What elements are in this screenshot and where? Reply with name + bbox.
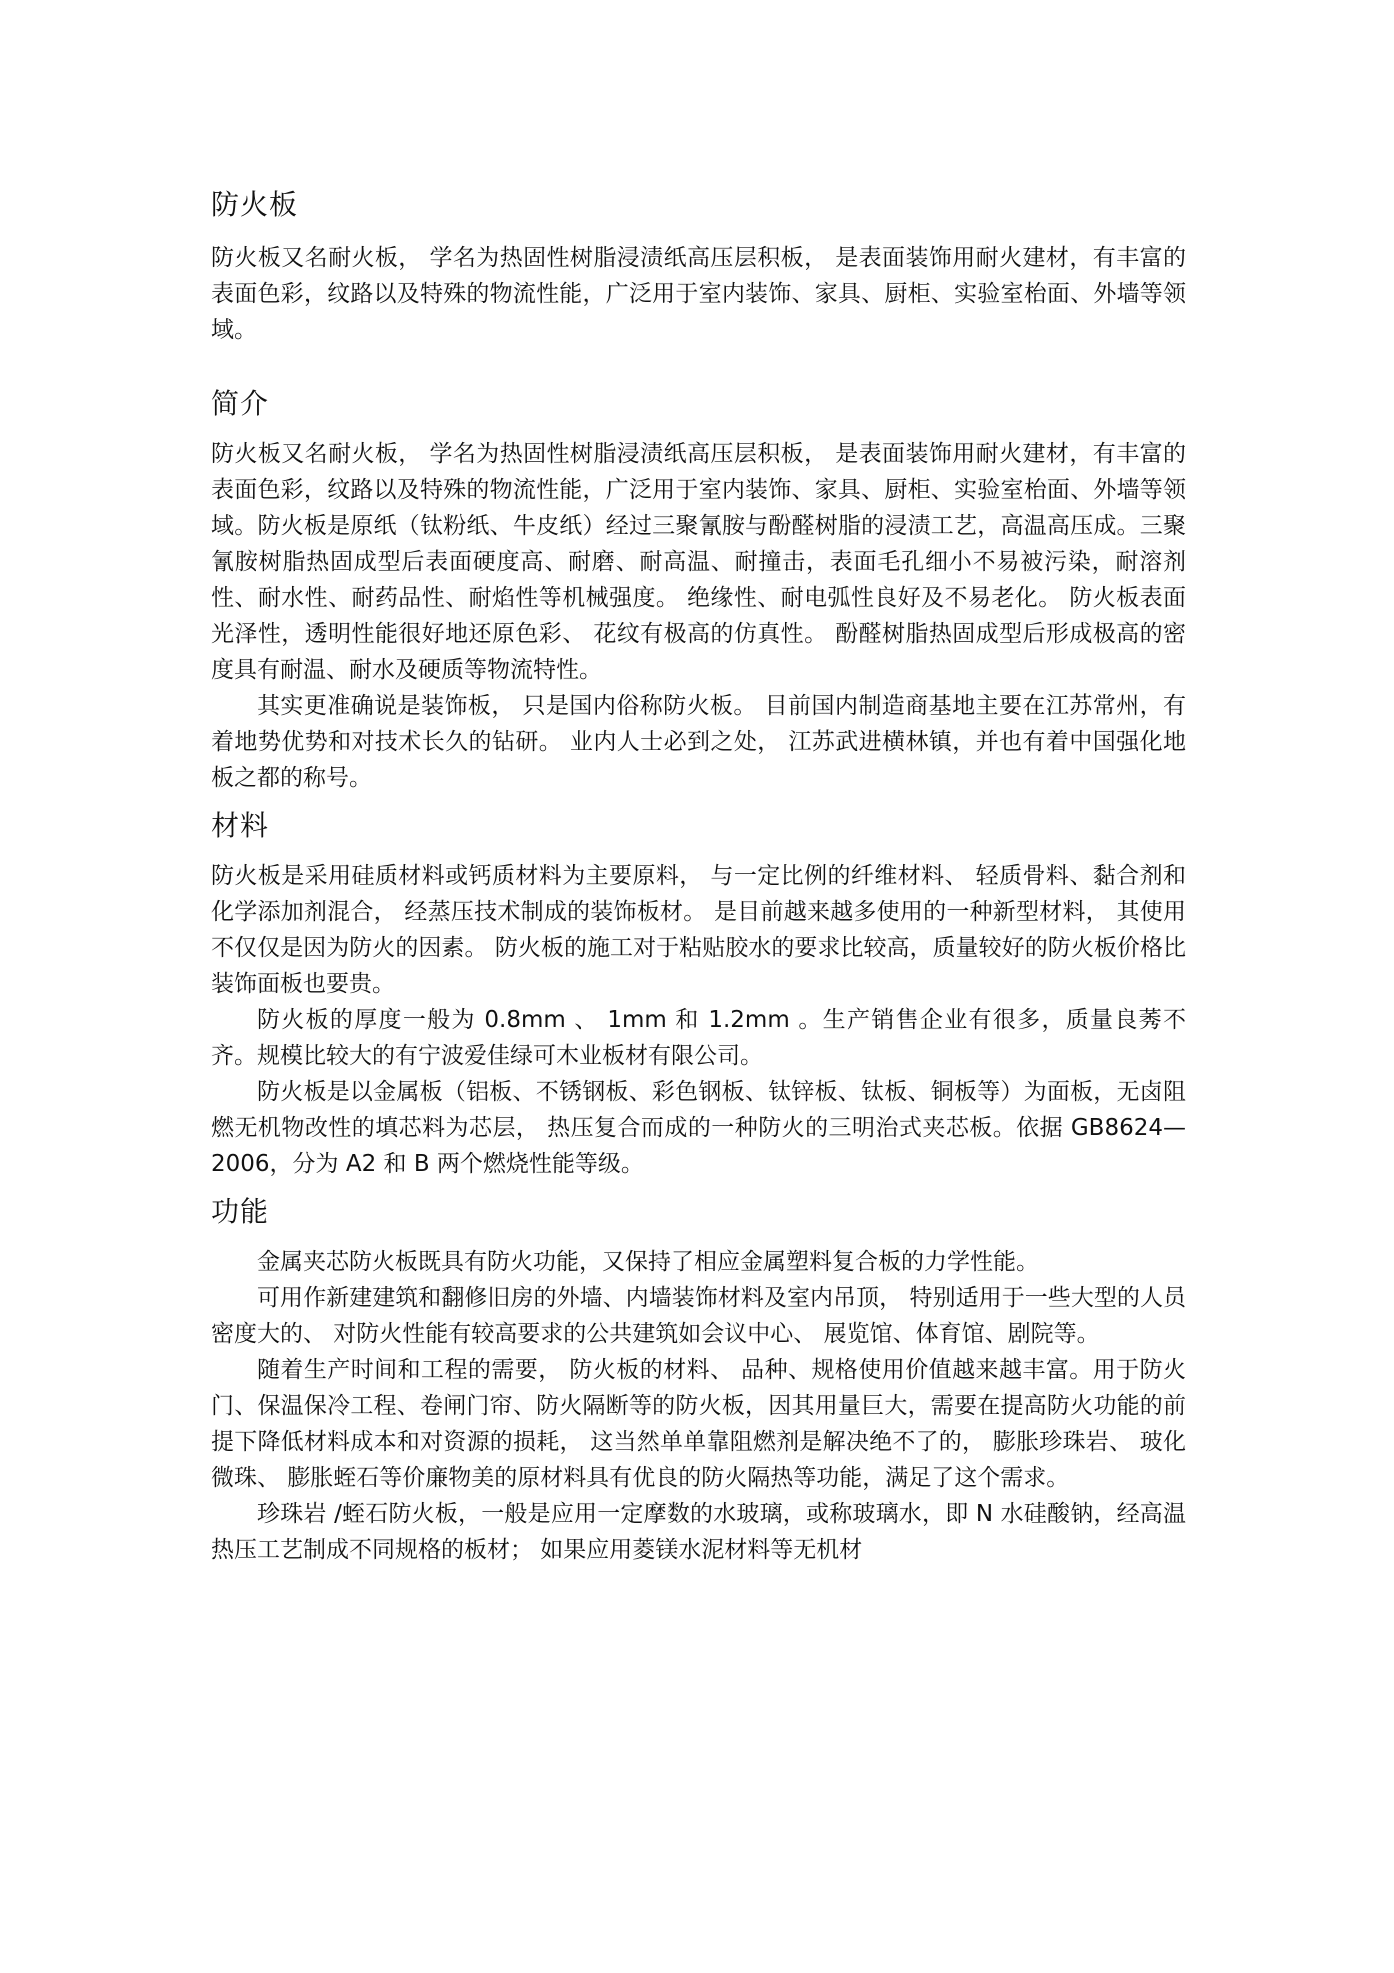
document-title: 防火板 <box>211 188 299 221</box>
paragraph: 防火板是以金属板（铝板、不锈钢板、彩色钢板、钛锌板、钛板、铜板等）为面板，无卤阻燃无机物改性的填芯料为芯层， 热压复合而成的一种防火的三明治式夹芯板。依据 GB8624—2006，分为 A2 和 B 两个燃烧性能等级。 <box>211 1079 1186 1177</box>
paragraph: 可用作新建建筑和翻修旧房的外墙、内墙装饰材料及室内吊顶， 特别适用于一些大型的人员密度大的、 对防火性能有较高要求的公共建筑如会议中心、 展览馆、体育馆、剧院等。 <box>211 1285 1186 1347</box>
section-heading: 功能 <box>211 1195 270 1228</box>
paragraph: 防火板又名耐火板， 学名为热固性树脂浸渍纸高压层积板， 是表面装饰用耐火建材，有丰富的表面色彩，纹路以及特殊的物流性能，广泛用于室内装饰、家具、厨柜、实验室枱面、外墙等领域。防火板是原纸（钛粉纸、牛皮纸）经过三聚氰胺与酚醛树脂的浸渍工艺，高温高压成。三聚氰胺树脂热固成型后表面硬度高、耐磨、耐高温、耐撞击，表面毛孔细小不易被污染，耐溶剂性、耐水性、耐药品性、耐焰性等机械强度。 绝缘性、耐电弧性良好及不易老化。 防火板表面光泽性，透明性能很好地还原色彩、 花纹有极高的仿真性。 酚醛树脂热固成型后形成极高的密度具有耐温、耐水及硬质等物流特性。 <box>211 441 1186 683</box>
section-intro <box>211 384 1186 796</box>
paragraph: 珍珠岩 /蛭石防火板，一般是应用一定摩数的水玻璃，或称玻璃水，即 N 水硅酸钠，经高温热压工艺制成不同规格的板材； 如果应用菱镁水泥材料等无机材 <box>211 1501 1186 1563</box>
document-page <box>211 185 1186 1568</box>
paragraph: 随着生产时间和工程的需要， 防火板的材料、 品种、规格使用价值越来越丰富。用于防火门、保温保冷工程、卷闸门帘、防火隔断等的防火板，因其用量巨大，需要在提高防火功能的前提下降低材料成本和对资源的损耗， 这当然单单靠阻燃剂是解决绝不了的， 膨胀珍珠岩、 玻化微珠、 膨胀蛭石等价廉物美的原材料具有优良的防火隔热等功能，满足了这个需求。 <box>211 1357 1186 1491</box>
paragraph: 防火板是采用硅质材料或钙质材料为主要原料， 与一定比例的纤维材料、 轻质骨料、黏合剂和化学添加剂混合， 经蒸压技术制成的装饰板材。 是目前越来越多使用的一种新型材料， 其使用不仅仅是因为防火的因素。 防火板的施工对于粘贴胶水的要求比较高，质量较好的防火板价格比装饰面板也要贵。 <box>211 863 1186 997</box>
intro-paragraph: 防火板又名耐火板， 学名为热固性树脂浸渍纸高压层积板， 是表面装饰用耐火建材，有丰富的表面色彩，纹路以及特殊的物流性能，广泛用于室内装饰、家具、厨柜、实验室枱面、外墙等领域。 <box>211 245 1186 343</box>
section-heading: 材料 <box>211 809 270 842</box>
paragraph: 其实更准确说是装饰板， 只是国内俗称防火板。 目前国内制造商基地主要在江苏常州，有着地势优势和对技术长久的钻研。 业内人士必到之处， 江苏武进横林镇，并也有着中国强化地板之都的称号。 <box>211 693 1186 791</box>
section-materials <box>211 806 1186 1182</box>
paragraph: 金属夹芯防火板既具有防火功能，又保持了相应金属塑料复合板的力学性能。 <box>257 1249 1039 1275</box>
paragraph: 防火板的厚度一般为 0.8mm 、 1mm 和 1.2mm 。生产销售企业有很多，质量良莠不齐。规模比较大的有宁波爱佳绿可木业板材有限公司。 <box>211 1007 1186 1069</box>
section-heading: 简介 <box>211 387 270 420</box>
section-functions <box>211 1192 1186 1568</box>
